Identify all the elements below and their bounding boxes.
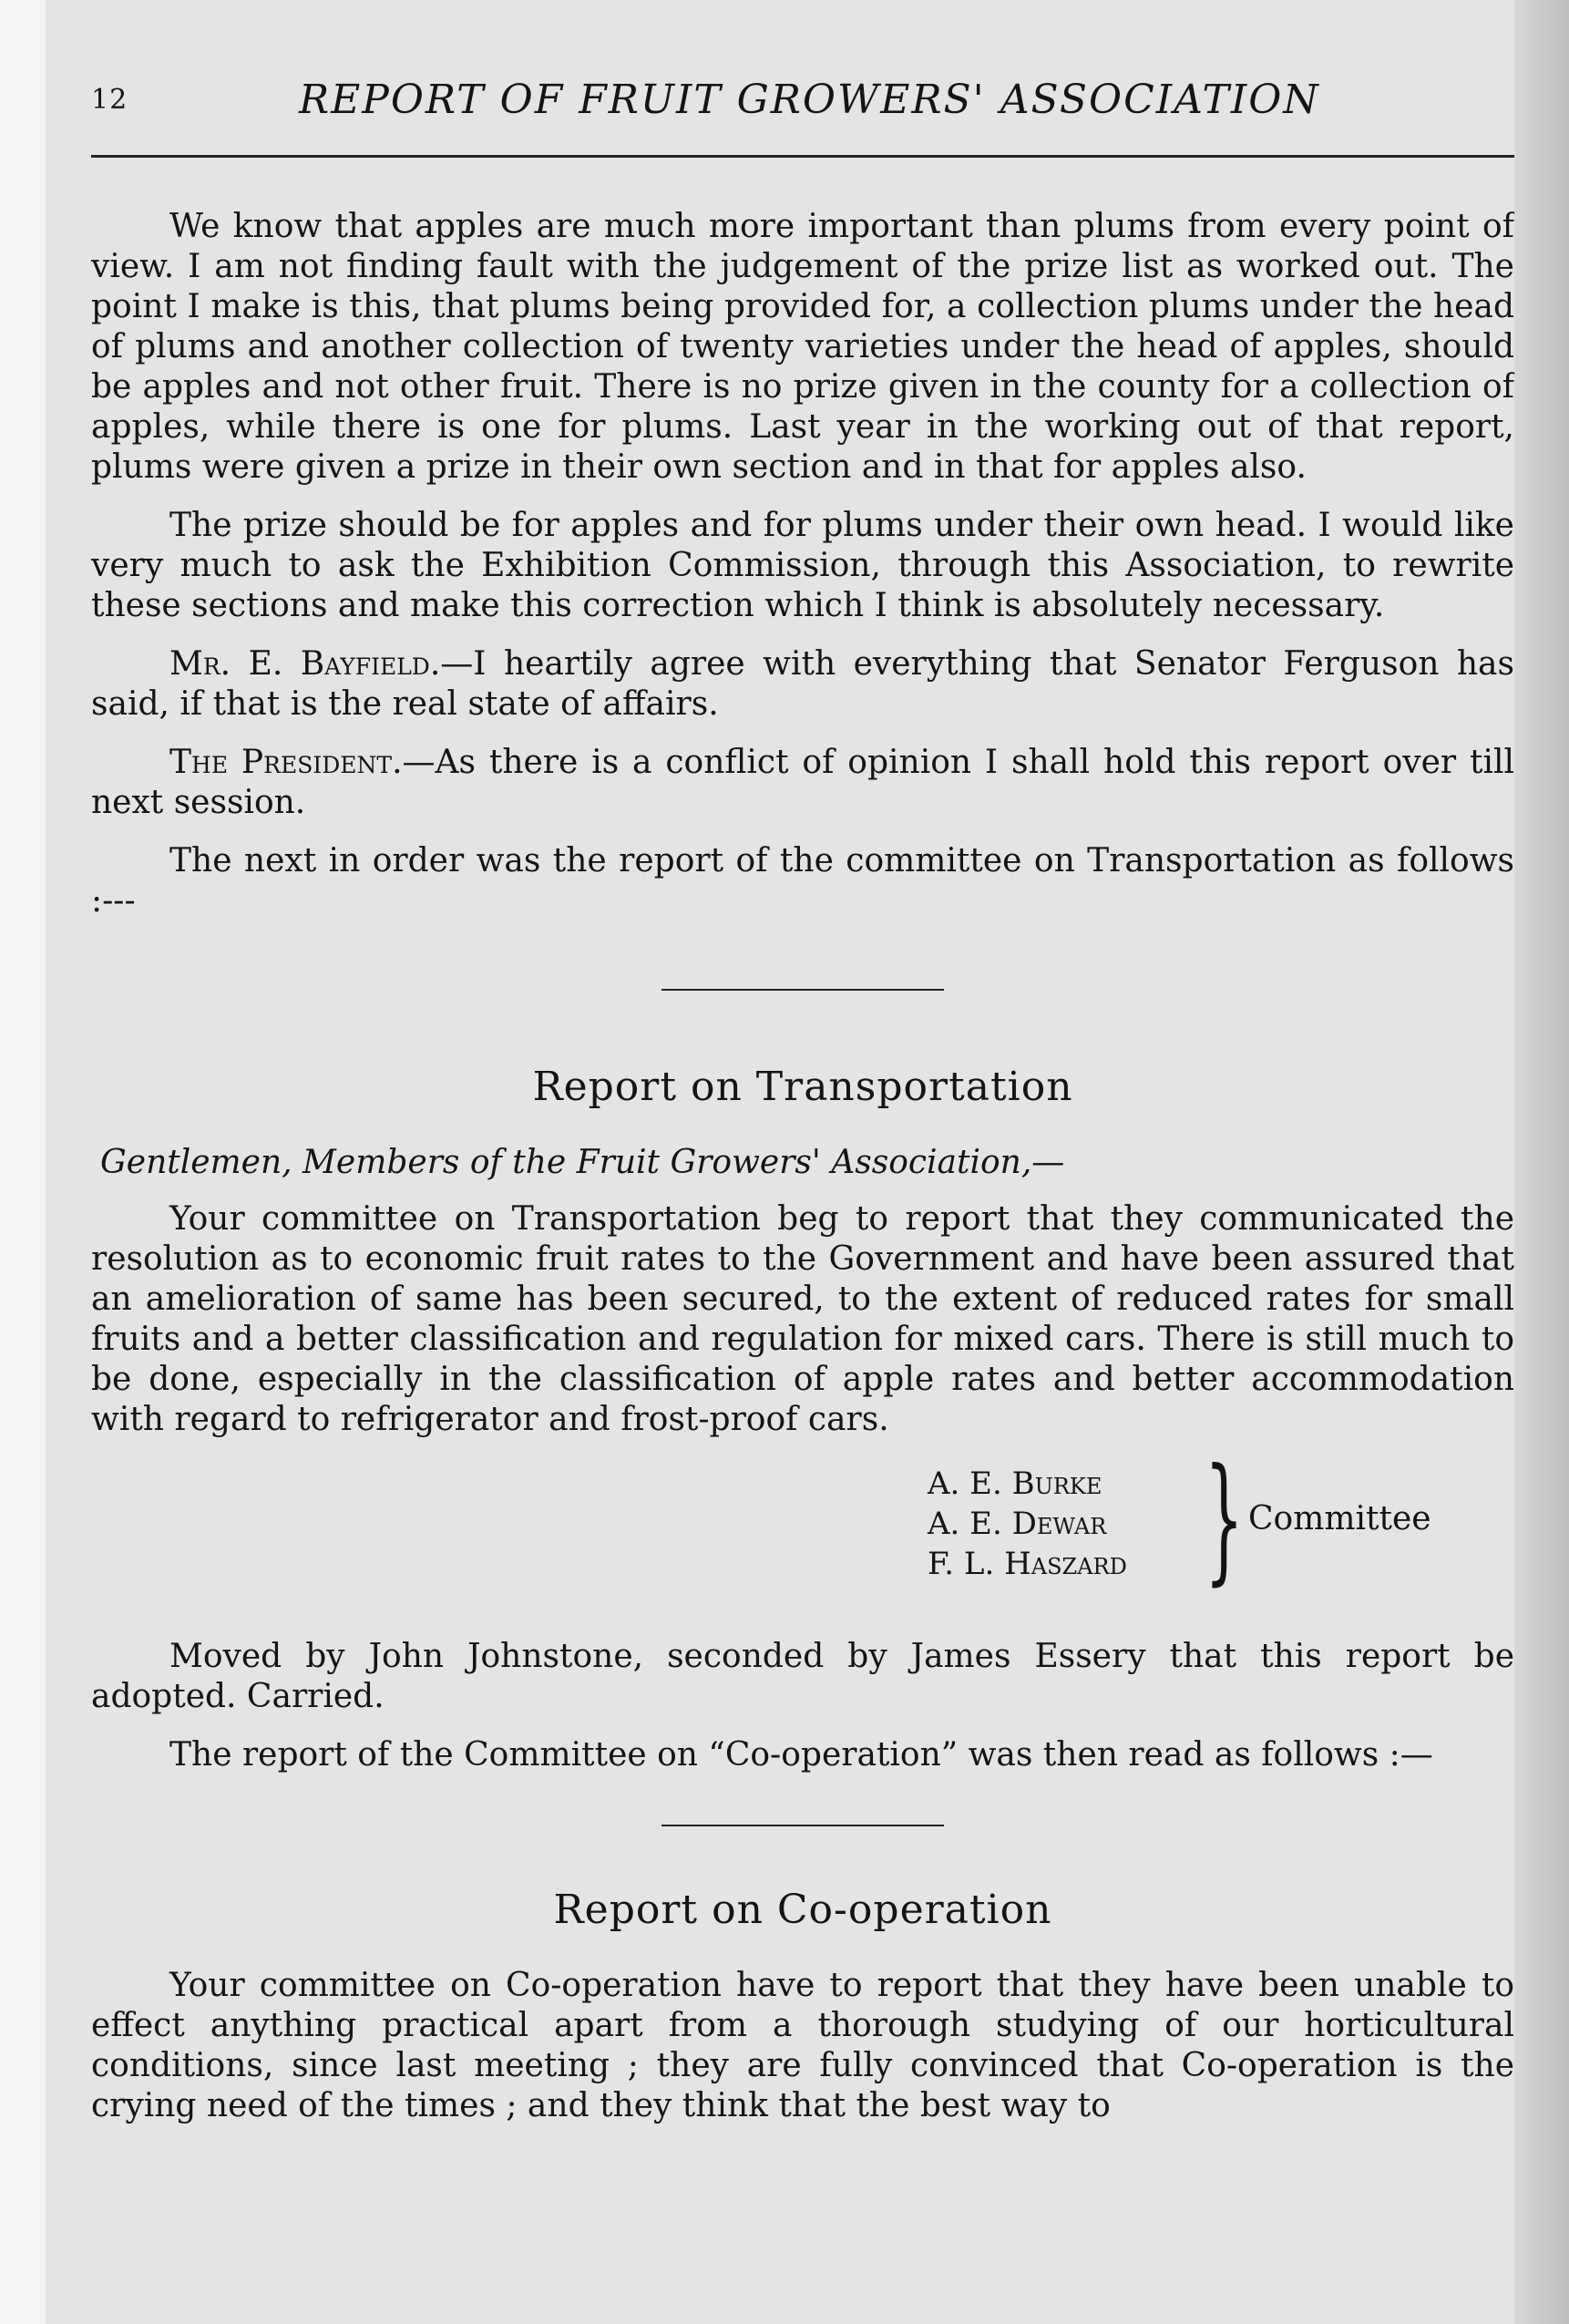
running-head: REPORT OF FRUIT GROWERS' ASSOCIATION — [299, 77, 1320, 123]
signatory-list — [928, 1464, 1127, 1584]
transportation-salutation: Gentlemen, Members of the Fruit Growers' Association,— — [100, 1144, 1065, 1181]
section-divider — [661, 1825, 944, 1826]
transportation-body: Your committee on Transportation beg to report that they communicated the resolution as to economic fruit rates to the Government and have been assured that an amelioration of same has been secured, to the extent of reduced rates for small fruits and a better classification and regulation for mixed cars. There is still much to be done, especially in the classification of apple rates and better accommodation with regard to refrigerator and frost-proof cars. — [91, 1200, 1514, 1438]
section-divider — [661, 989, 944, 991]
cooperation-heading: Report on Co-operation — [553, 1887, 1052, 1933]
speaker-president: The President. — [169, 744, 403, 781]
president-remark: —As there is a conflict of opinion I shall hold this report over till next session. — [91, 744, 1514, 821]
signatory: F. L. Haszard — [928, 1546, 1127, 1582]
cooperation-intro: The report of the Committee on “Co-operation” was then read as follows :— — [169, 1736, 1433, 1774]
committee-label: Committee — [1248, 1500, 1431, 1537]
paragraph-prize-rewrite: The prize should be for apples and for plums under their own head. I would like very much to ask the Exhibition Commission, through this Association, to rewrite these sections and make this correction which I think is absolutely necessary. — [91, 507, 1514, 624]
motion-paragraph: Moved by John Johnstone, seconded by James Essery that this report be adopted. Carried. — [91, 1638, 1514, 1715]
paragraph-apples-plums: We know that apples are much more important than plums from every point of view. I am not finding fault with the judgement of the prize list as worked out. The point I make is this, that plums being provided for, a collection plums under the head of plums and another collection of twenty varieties under the head of apples, should be apples and not other fruit. There is no prize given in the county for a collection of apples, while there is one for plums. Last year in the working out of that report, plums were given a prize in their own section and in that for apples also. — [91, 208, 1514, 486]
paragraph-bayfield — [91, 644, 1514, 725]
paragraph-president — [91, 743, 1514, 823]
committee-signatures — [91, 1440, 1514, 1599]
speaker-bayfield: Mr. E. Bayfield. — [169, 645, 441, 683]
right-brace: } — [1205, 1440, 1244, 1599]
bayfield-remark: —I heartily agree with everything that Senator Ferguson has said, if that is the real state of affairs. — [91, 645, 1514, 723]
page-number: 12 — [91, 84, 128, 116]
signatory: A. E. Burke — [928, 1465, 1102, 1502]
page-header — [91, 0, 1514, 158]
transportation-heading: Report on Transportation — [532, 1064, 1073, 1110]
signatory: A. E. Dewar — [928, 1506, 1107, 1542]
paragraph-next-in-order: The next in order was the report of the committee on Transportation as follows :--- — [91, 842, 1514, 920]
page-content — [91, 158, 1514, 2126]
cooperation-body: Your committee on Co-operation have to report that they have been unable to effect anything practical apart from a thorough studying of our horticultural conditions, since last meeting ; they are fully convinced that Co-operation is the crying need of the times ; and they think that the best way to — [91, 1967, 1514, 2124]
